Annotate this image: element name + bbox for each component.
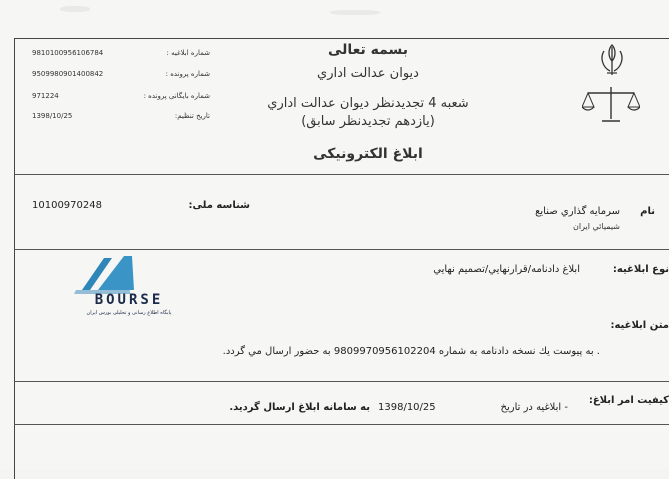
notice-text-body: . به پيوست يك نسخه دادنامه به شماره 9809970956102204 به حضور ارسال مي گردد. [222, 346, 600, 357]
justice-scale-icon [582, 85, 640, 125]
recipient-name-label: نام [640, 206, 655, 217]
delivery-suffix: به سامانه ابلاغ ارسال گرديد. [229, 402, 370, 413]
branch-name: شعبه 4 تجديدنظر ديوان عدالت اداري [267, 96, 469, 111]
delivery-prefix: - ابلاغیه در تاریخ [500, 402, 568, 413]
notice-type-label: نوع ابلاغیه: [612, 264, 669, 275]
national-id-value: 10100970248 [32, 200, 102, 211]
basmala-heading: بسمه تعالی [327, 42, 409, 58]
section-divider [14, 424, 669, 425]
delivery-date: 1398/10/25 [378, 402, 436, 413]
notice-type-heading: ابلاغ الکترونیکی [313, 146, 423, 162]
iran-emblem-icon [598, 43, 626, 85]
section-divider [14, 174, 669, 175]
bourse-tagline: پایگاه اطلاع رسانی و تحلیلی بورس ایران [86, 310, 172, 316]
branch-subtitle: (يازدهم تجديدنظر سابق) [301, 114, 435, 129]
section-divider [14, 249, 669, 250]
recipient-name-line2: شيميائي ايران [573, 222, 620, 231]
archive-number-label: شماره بایگانی پرونده : [143, 92, 210, 100]
case-number-value: 9509980901400842 [32, 70, 104, 78]
issue-date-value: 1398/10/25 [32, 112, 73, 120]
issue-date-label: تاريخ تنظيم: [174, 112, 210, 120]
archive-number-value: 971224 [32, 92, 59, 100]
national-id-label: شناسه ملی: [188, 200, 250, 211]
notice-number-label: شماره ابلاغیه : [166, 49, 210, 57]
notice-text-label: متن ابلاغیه: [610, 320, 669, 331]
notice-type-value: ابلاغ دادنامه/قرارنهايي/تصميم نهايي [433, 264, 580, 275]
recipient-name-line1: سرمايه گذاري صنايع [535, 206, 620, 217]
bourse-brand-text: BOURSE [94, 292, 164, 308]
delivery-label: کیفیت امر ابلاغ: [588, 395, 669, 406]
section-divider [14, 381, 669, 382]
court-name: دیوان عدالت اداري [317, 66, 419, 81]
notice-number-value: 9810100956106784 [32, 49, 104, 57]
bourse-watermark-logo [54, 256, 204, 320]
case-number-label: شماره پرونده : [165, 70, 210, 78]
